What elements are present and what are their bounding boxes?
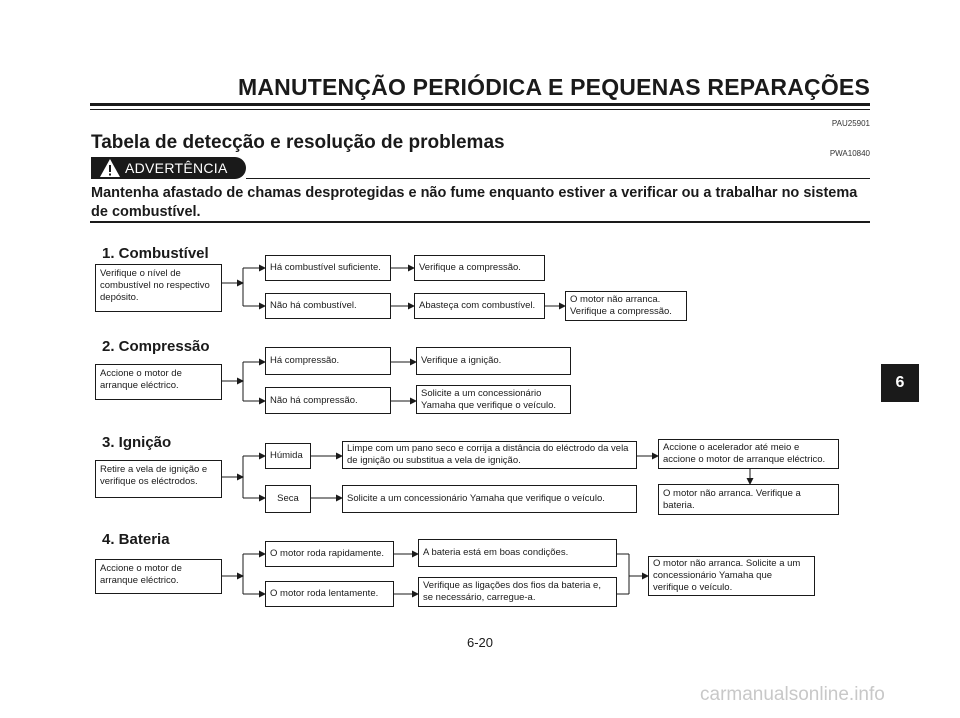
- box-ignicao-wet: [265, 443, 311, 469]
- section-title: Tabela de detecção e resolução de problemas: [91, 132, 505, 153]
- box-combustivel-no-action: [414, 293, 545, 319]
- box-text: Limpe com um pano seco e corrija a distância do eléctrodo da vela de ignição ou substitua a vela de ignição.: [347, 443, 629, 466]
- chapter-tab: 6: [881, 364, 919, 402]
- box-text: Verifique as ligações dos fios da bateria e, se necessário, carregue-a.: [423, 580, 601, 603]
- box-text: Abasteça com combustível.: [419, 300, 536, 311]
- section-code: PAU25901: [831, 119, 870, 128]
- warning-text: Mantenha afastado de chamas desprotegidas e não fume enquanto estiver a verificar ou a trabalhar no sistema de combustível.: [91, 185, 858, 220]
- box-text: Verifique a ignição.: [421, 355, 502, 366]
- flow-title-bateria: 4. Bateria: [102, 531, 170, 548]
- box-ignicao-wet-action: [342, 441, 637, 469]
- box-ignicao-wet-next: [658, 439, 839, 469]
- page-number: 6-20: [466, 635, 494, 650]
- box-combustivel-yes-action: [414, 255, 545, 281]
- flow-title-ignicao: 3. Ignição: [102, 434, 172, 451]
- box-text: Não há combustível.: [270, 300, 357, 311]
- flow-title-combustivel: 1. Combustível: [102, 245, 209, 262]
- box-ignicao-start: [95, 460, 222, 498]
- box-bateria-start: [95, 559, 222, 594]
- box-text: O motor roda rapidamente.: [270, 548, 385, 559]
- box-combustivel-yes: [265, 255, 391, 281]
- box-combustivel-no: [265, 293, 391, 319]
- watermark: carmanualsonline.info: [700, 684, 885, 705]
- box-combustivel-no-result: [565, 291, 687, 321]
- page-header-title: MANUTENÇÃO PERIÓDICA E PEQUENAS REPARAÇÕES: [237, 74, 870, 100]
- box-text: Seca: [277, 493, 299, 504]
- box-compressao-start: [95, 364, 222, 400]
- box-bateria-slow: [265, 581, 394, 607]
- box-text: Verifique a compressão.: [419, 262, 521, 273]
- box-text: Há compressão.: [270, 355, 340, 366]
- box-text: O motor roda lentamente.: [270, 588, 379, 599]
- warning-code: PWA10840: [829, 149, 870, 158]
- box-text: Há combustível suficiente.: [270, 262, 381, 273]
- box-text: Verifique o nível de combustível no respectivo depósito.: [100, 268, 210, 303]
- box-text: Húmida: [270, 450, 303, 461]
- box-ignicao-dry: [265, 485, 311, 513]
- box-text: O motor não arranca. Verifique a bateria.: [663, 487, 801, 511]
- box-combustivel-start: [95, 264, 222, 312]
- flow-title-compressao: 2. Compressão: [102, 338, 210, 355]
- box-ignicao-dry-action: [342, 485, 637, 513]
- box-text: Solicite a um concessionário Yamaha que verifique o veículo.: [347, 493, 605, 504]
- box-compressao-no-action: [416, 385, 571, 414]
- box-text: A bateria está em boas condições.: [423, 547, 569, 558]
- box-text: Accione o acelerador até meio e accione o motor de arranque eléctrico.: [663, 442, 826, 465]
- box-bateria-slow-action: [418, 577, 617, 607]
- box-text: O motor não arranca. Solicite a um concessionário Yamaha que verifique o veículo.: [653, 558, 801, 593]
- box-bateria-fast-action: [418, 539, 617, 567]
- box-compressao-yes: [265, 347, 391, 375]
- box-compressao-yes-action: [416, 347, 571, 375]
- box-text: Solicite a um concessionário Yamaha que verifique o veículo.: [421, 387, 557, 411]
- box-text: O motor não arranca. Verifique a compressão.: [570, 294, 672, 317]
- box-bateria-fast: [265, 541, 394, 567]
- box-compressao-no: [265, 387, 391, 414]
- box-text: Accione o motor de arranque eléctrico.: [100, 563, 182, 586]
- box-ignicao-wet-result: [658, 484, 839, 515]
- box-text: Accione o motor de arranque eléctrico.: [100, 368, 182, 391]
- box-bateria-result: [648, 556, 815, 596]
- box-text: Retire a vela de ignição e verifique os eléctrodos.: [100, 464, 208, 487]
- warning-label: ADVERTÊNCIA: [125, 160, 228, 176]
- box-text: Não há compressão.: [270, 394, 358, 406]
